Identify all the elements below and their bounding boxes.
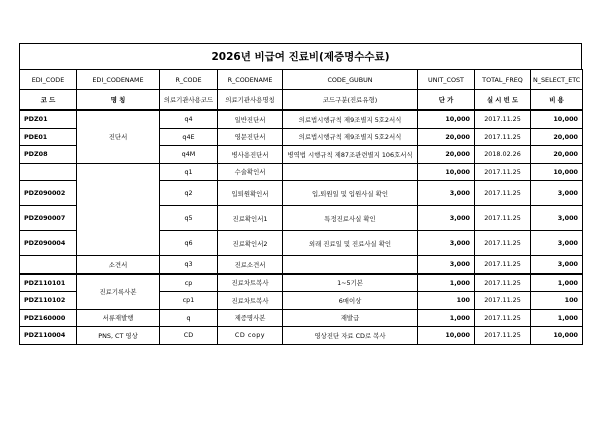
gubun-cell: 특정진료사실 확인	[283, 206, 418, 231]
header-cell: UNIT_COST	[418, 70, 475, 90]
header-cell: TOTAL_FREQ	[475, 70, 531, 90]
rcode-cell: q2	[160, 181, 218, 206]
cost-cell: 20,000	[531, 146, 583, 164]
table-row	[20, 110, 583, 128]
unit-cell: 20,000	[418, 128, 475, 146]
rname-cell: 영문진단서	[218, 128, 283, 146]
header-cell: N_SELECT_ETC	[531, 70, 583, 90]
document-title: 2026년 비급여 진료비(제증명수수료)	[19, 43, 582, 70]
fee-sheet	[19, 43, 582, 345]
freq-cell: 2017.11.25	[475, 206, 531, 231]
gubun-cell: 입,퇴원일 및 입원사실 확인	[283, 181, 418, 206]
unit-cell: 100	[418, 292, 475, 310]
gubun-cell: 의료법시행규칙 제9조별지 5호2서식	[283, 128, 418, 146]
edi-cell: PDZ110004	[20, 327, 77, 345]
header-cell: 코드구분(진료유형)	[283, 90, 418, 111]
edi-cell: PDE01	[20, 128, 77, 146]
gubun-cell: 병역법 시행규칙 제87조관련별지 106호서식	[283, 146, 418, 164]
rname-cell: 수술확인서	[218, 163, 283, 181]
header-cell: 의료기관사용명칭	[218, 90, 283, 111]
unit-cell: 3,000	[418, 231, 475, 256]
group-cell: 진료기록사본	[77, 274, 160, 310]
rcode-cell: q1	[160, 163, 218, 181]
rcode-cell: q5	[160, 206, 218, 231]
edi-cell	[20, 256, 77, 274]
header-cell: R_CODE	[160, 70, 218, 90]
rname-cell: CD copy	[218, 327, 283, 345]
cost-cell: 3,000	[531, 181, 583, 206]
group-cell	[77, 163, 160, 256]
header-cell: 코 드	[20, 90, 77, 111]
gubun-cell: 외래 진료일 및 진료사실 확인	[283, 231, 418, 256]
edi-cell: PDZ090007	[20, 206, 77, 231]
table-row	[20, 309, 583, 327]
table-row	[20, 256, 583, 274]
gubun-cell: 6매이상	[283, 292, 418, 310]
cost-cell: 10,000	[531, 163, 583, 181]
rcode-cell: q4M	[160, 146, 218, 164]
freq-cell: 2017.11.25	[475, 309, 531, 327]
edi-cell: PDZ110102	[20, 292, 77, 310]
rname-cell: 진료차트복사	[218, 292, 283, 310]
freq-cell: 2017.11.25	[475, 327, 531, 345]
rname-cell: 병사용진단서	[218, 146, 283, 164]
group-cell: PNS, CT 영상	[77, 327, 160, 345]
table-body	[20, 110, 583, 344]
group-cell: 서류재발행	[77, 309, 160, 327]
gubun-cell	[283, 163, 418, 181]
unit-cell: 3,000	[418, 181, 475, 206]
cost-cell: 3,000	[531, 231, 583, 256]
rcode-cell: q6	[160, 231, 218, 256]
cost-cell: 1,000	[531, 274, 583, 292]
rname-cell: 진료확인서2	[218, 231, 283, 256]
freq-cell: 2017.11.25	[475, 231, 531, 256]
rcode-cell: cp	[160, 274, 218, 292]
freq-cell: 2018.02.26	[475, 146, 531, 164]
rname-cell: 진료차트복사	[218, 274, 283, 292]
unit-cell: 10,000	[418, 110, 475, 128]
header-cell: 비 용	[531, 90, 583, 111]
rcode-cell: cp1	[160, 292, 218, 310]
unit-cell: 3,000	[418, 206, 475, 231]
table-row	[20, 327, 583, 345]
header-cell: 의료기관사용코드	[160, 90, 218, 111]
gubun-cell: 재발급	[283, 309, 418, 327]
header-cell: EDI_CODE	[20, 70, 77, 90]
edi-cell: PDZ08	[20, 146, 77, 164]
unit-cell: 1,000	[418, 274, 475, 292]
freq-cell: 2017.11.25	[475, 163, 531, 181]
rcode-cell: CD	[160, 327, 218, 345]
freq-cell: 2017.11.25	[475, 274, 531, 292]
header-row-ko	[20, 90, 583, 111]
table-row	[20, 163, 583, 181]
table-row	[20, 274, 583, 292]
unit-cell: 1,000	[418, 309, 475, 327]
header-cell: EDI_CODENAME	[77, 70, 160, 90]
header-cell: R_CODENAME	[218, 70, 283, 90]
freq-cell: 2017.11.25	[475, 292, 531, 310]
edi-cell: PDZ110101	[20, 274, 77, 292]
unit-cell: 3,000	[418, 256, 475, 274]
freq-cell: 2017.11.25	[475, 256, 531, 274]
rcode-cell: q4E	[160, 128, 218, 146]
rname-cell: 제증명사본	[218, 309, 283, 327]
header-cell: 단 가	[418, 90, 475, 111]
header-cell: 실 시 빈 도	[475, 90, 531, 111]
freq-cell: 2017.11.25	[475, 110, 531, 128]
unit-cell: 10,000	[418, 327, 475, 345]
gubun-cell: 영상진단 자료 CD로 복사	[283, 327, 418, 345]
edi-cell: PDZ090004	[20, 231, 77, 256]
fee-table	[19, 69, 583, 345]
gubun-cell: 1~5기본	[283, 274, 418, 292]
cost-cell: 10,000	[531, 110, 583, 128]
group-cell: 소견서	[77, 256, 160, 274]
edi-cell	[20, 163, 77, 181]
cost-cell: 3,000	[531, 256, 583, 274]
cost-cell: 20,000	[531, 128, 583, 146]
rcode-cell: q	[160, 309, 218, 327]
freq-cell: 2017.11.25	[475, 128, 531, 146]
header-cell: 명 칭	[77, 90, 160, 111]
edi-cell: PDZ01	[20, 110, 77, 128]
gubun-cell: 의료법시행규칙 제9조별지 5호2서식	[283, 110, 418, 128]
header-row-en	[20, 70, 583, 90]
gubun-cell	[283, 256, 418, 274]
cost-cell: 100	[531, 292, 583, 310]
rname-cell: 입퇴원확인서	[218, 181, 283, 206]
unit-cell: 20,000	[418, 146, 475, 164]
rcode-cell: q4	[160, 110, 218, 128]
rname-cell: 일반진단서	[218, 110, 283, 128]
group-cell: 진단서	[77, 110, 160, 163]
rname-cell: 진료확인서1	[218, 206, 283, 231]
rname-cell: 진료소견서	[218, 256, 283, 274]
freq-cell: 2017.11.25	[475, 181, 531, 206]
cost-cell: 10,000	[531, 327, 583, 345]
unit-cell: 10,000	[418, 163, 475, 181]
cost-cell: 3,000	[531, 206, 583, 231]
edi-cell: PDZ160000	[20, 309, 77, 327]
rcode-cell: q3	[160, 256, 218, 274]
edi-cell: PDZ090002	[20, 181, 77, 206]
header-cell: CODE_GUBUN	[283, 70, 418, 90]
cost-cell: 1,000	[531, 309, 583, 327]
